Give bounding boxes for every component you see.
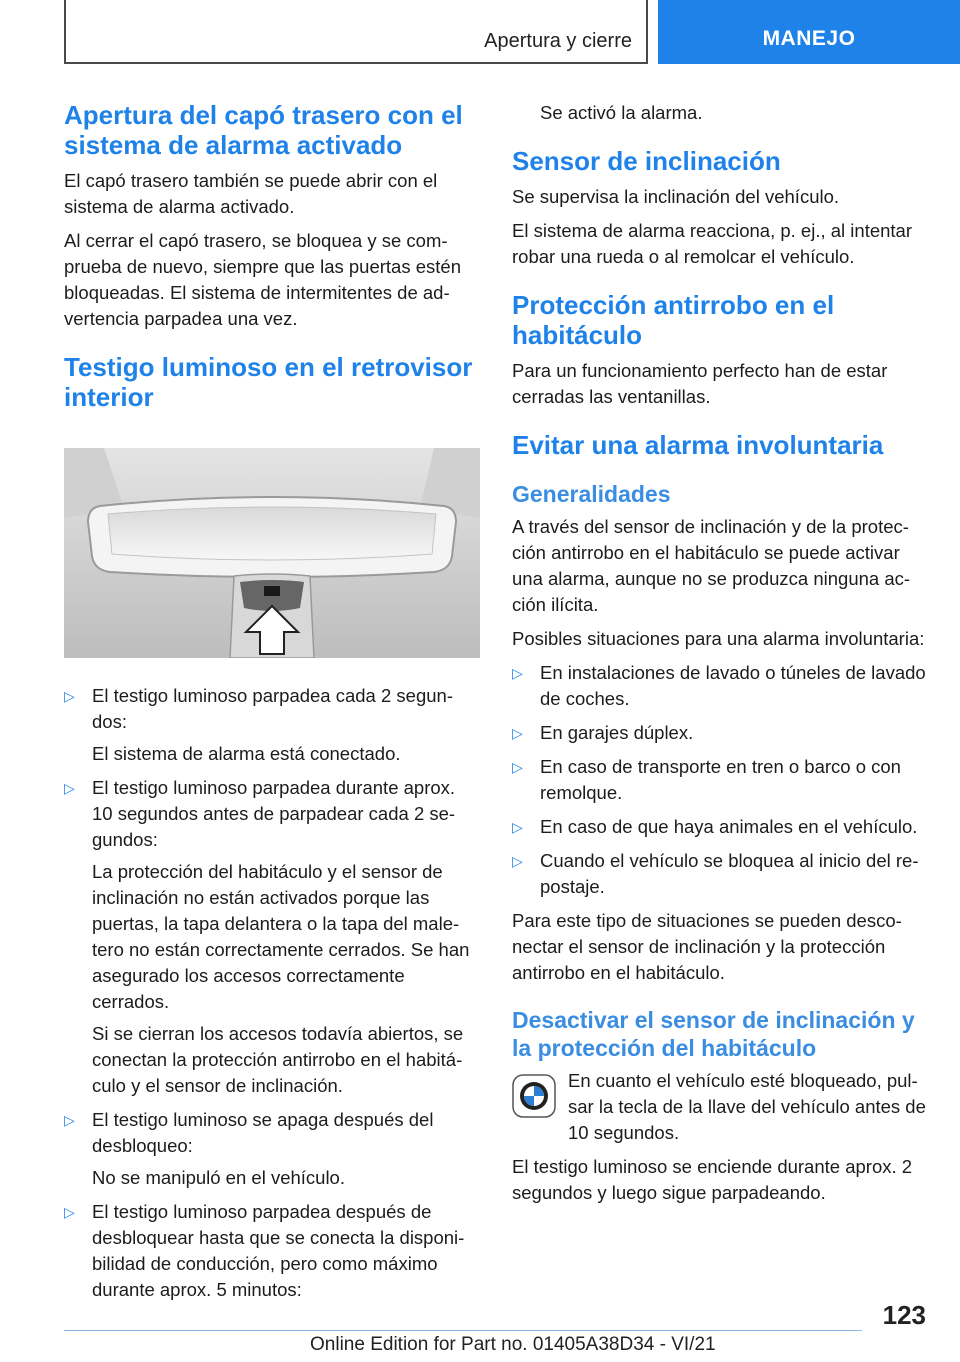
bmw-key-icon <box>512 1074 556 1118</box>
paragraph: El testigo luminoso se enciende durante aprox. 2 segundos y luego sigue parpadeando. <box>512 1156 913 1203</box>
list-item: ▷ El testigo luminoso parpadea cada 2 segundos: El sistema de alarma está conectado. <box>64 685 453 764</box>
heading-proteccion-antirrobo: Protección antirrobo en el habitáculo <box>512 290 835 350</box>
list-item: ▷ En garajes dúplex. <box>512 720 932 746</box>
heading-sensor-inclinacion: Sensor de inclinación <box>512 146 781 176</box>
header-chapter-tab: MANEJO <box>658 0 960 64</box>
heading-generalidades: Generalidades <box>512 481 671 507</box>
triangle-bullet-icon: ▷ <box>512 665 523 681</box>
paragraph: El capó trasero también se puede abrir con el sistema de alarma activado. <box>64 170 438 217</box>
list-item: ▷ El testigo luminoso se apaga después del desbloqueo: No se manipuló en el vehículo. <box>64 1109 434 1188</box>
list-item: ▷ Cuando el vehículo se bloquea al inicio del repostaje. <box>512 850 919 897</box>
paragraph: El sistema de alarma reacciona, p. ej., al intentar robar una rueda o al remolcar el vehículo. <box>512 220 912 267</box>
list-item: ▷ El testigo luminoso parpadea durante aprox. 10 segundos antes de parpadear cada 2 segundos: La protección del habitáculo y el sensor de inclinación no están activados porque las puertas, la tapa delantera o la tapa del maletero no están correctamente cerrados. Se han asegurado los accesos correctamente cerrados. Si se cierran los accesos todavía abiertos, se conectan la protección antirrobo en el habitáculo y el sensor de inclinación. <box>64 777 470 1096</box>
right-column <box>512 100 932 1214</box>
paragraph: A través del sensor de inclinación y de la protección antirrobo en el habitáculo se puede activar una alarma, aunque no se produzca ninguna acción ilícita. <box>512 516 911 615</box>
testigo-list <box>64 683 478 1303</box>
heading-capo-trasero: Apertura del capó trasero con el sistema de alarma activado <box>64 100 463 160</box>
continued-text: Se activó la alarma. <box>540 102 703 123</box>
triangle-bullet-icon: ▷ <box>512 759 523 775</box>
list-item: ▷ El testigo luminoso parpadea después de desbloquear hasta que se conecta la disponibilidad de conducción, pero como máximo durante aprox. 5 minutos: <box>64 1201 465 1300</box>
heading-desactivar-sensor: Desactivar el sensor de inclinación y la protección del habitáculo <box>512 1007 915 1061</box>
footer-edition-text: Online Edition for Part no. 01405A38D34 - VI/21 <box>310 1334 716 1355</box>
header-section-box <box>64 0 648 64</box>
page-number: 123 <box>882 1300 926 1330</box>
header-section-title: Apertura y cierre <box>484 30 632 52</box>
triangle-bullet-icon: ▷ <box>512 853 523 869</box>
triangle-bullet-icon: ▷ <box>64 780 75 796</box>
paragraph: Se supervisa la inclinación del vehículo. <box>512 186 840 207</box>
rearview-mirror-illustration <box>64 448 480 658</box>
heading-testigo-luminoso: Testigo luminoso en el retrovisor interior <box>64 352 473 412</box>
paragraph: Posibles situaciones para una alarma involuntaria: <box>512 628 925 649</box>
triangle-bullet-icon: ▷ <box>512 819 523 835</box>
footer-divider <box>64 1330 862 1331</box>
triangle-bullet-icon: ▷ <box>64 1204 75 1220</box>
list-item: ▷ En caso de que haya animales en el vehículo. <box>512 814 932 840</box>
triangle-bullet-icon: ▷ <box>64 688 75 704</box>
paragraph: Para este tipo de situaciones se pueden desconectar el sensor de inclinación y la protección antirrobo en el habitáculo. <box>512 910 902 983</box>
list-item: ▷ En caso de transporte en tren o barco o con remolque. <box>512 756 901 803</box>
paragraph: Para un funcionamiento perfecto han de estar cerradas las ventanillas. <box>512 360 888 407</box>
situaciones-list <box>512 660 932 900</box>
heading-evitar-alarma: Evitar una alarma involuntaria <box>512 430 884 460</box>
triangle-bullet-icon: ▷ <box>512 725 523 741</box>
list-item: ▷ En instalaciones de lavado o túneles de lavado de coches. <box>512 662 926 709</box>
triangle-bullet-icon: ▷ <box>64 1112 75 1128</box>
left-column <box>64 100 478 1311</box>
paragraph: Al cerrar el capó trasero, se bloquea y se comprueba de nuevo, siempre que las puertas estén bloqueadas. El sistema de intermitentes de advertencia parpadea una vez. <box>64 230 461 329</box>
paragraph-with-key-icon: En cuanto el vehículo esté bloqueado, pulsar la tecla de la llave del vehículo antes de 10 segundos. <box>512 1068 932 1146</box>
